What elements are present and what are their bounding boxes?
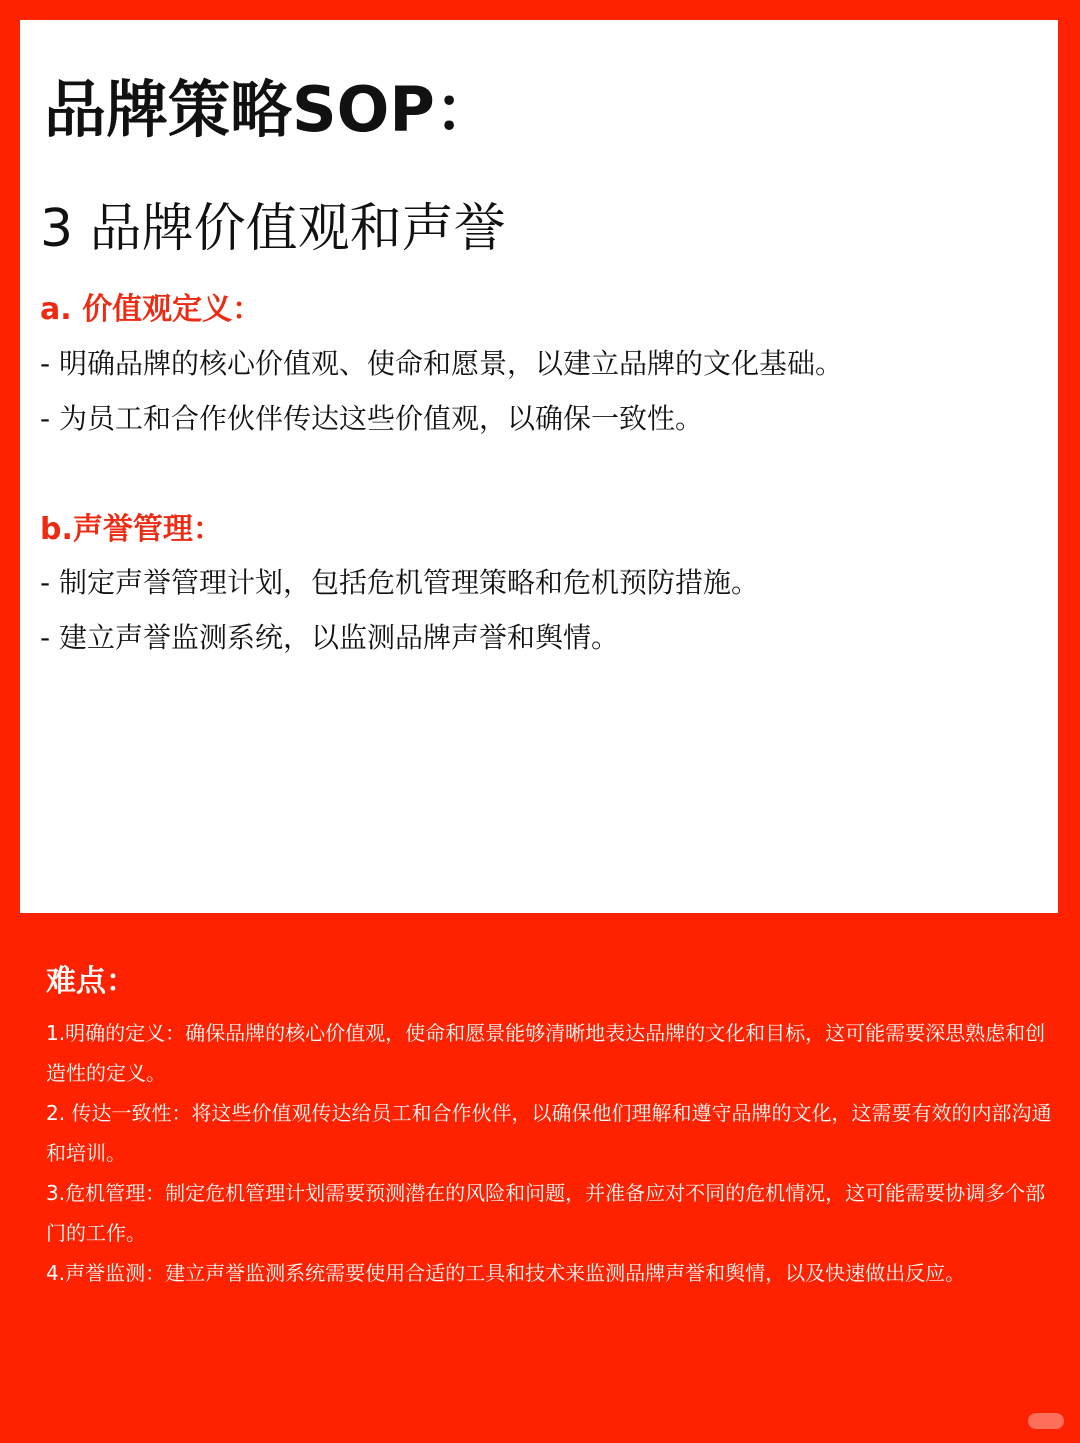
difficulty-item-3: 3.危机管理：制定危机管理计划需要预测潜在的风险和问题，并准备应对不同的危机情况，这可能需要协调多个部门的工作。: [46, 1181, 1046, 1245]
difficulty-title: 难点：: [46, 964, 136, 999]
difficulty-item-2: 2. 传达一致性：将这些价值观传达给员工和合作伙伴，以确保他们理解和遵守品牌的文化，这需要有效的内部沟通和培训。: [46, 1101, 1052, 1165]
reputation-management-heading: b.声誉管理：: [40, 512, 223, 547]
section-title: 3 品牌价值观和声誉: [40, 199, 506, 259]
values-bullet-2: - 为员工和合作伙伴传达这些价值观，以确保一致性。: [40, 402, 704, 435]
reputation-bullet-2: - 建立声誉监测系统，以监测品牌声誉和舆情。: [40, 621, 620, 654]
difficulty-item-4: 4.声誉监测：建立声誉监测系统需要使用合适的工具和技术来监测品牌声誉和舆情，以及快速做出反应。: [46, 1261, 966, 1285]
values-definition-heading: a. 价值观定义：: [40, 292, 263, 327]
reputation-bullet-1: - 制定声誉管理计划，包括危机管理策略和危机预防措施。: [40, 566, 760, 599]
watermark-badge: [1028, 1413, 1064, 1429]
difficulty-item-1: 1.明确的定义：确保品牌的核心价值观，使命和愿景能够清晰地表达品牌的文化和目标，这可能需要深思熟虑和创造性的定义。: [46, 1021, 1046, 1085]
content-card: [20, 20, 1058, 913]
page-title: 品牌策略SOP：: [44, 73, 497, 146]
difficulty-section: [46, 962, 1056, 1293]
values-bullet-1: - 明确品牌的核心价值观、使命和愿景，以建立品牌的文化基础。: [40, 347, 844, 380]
